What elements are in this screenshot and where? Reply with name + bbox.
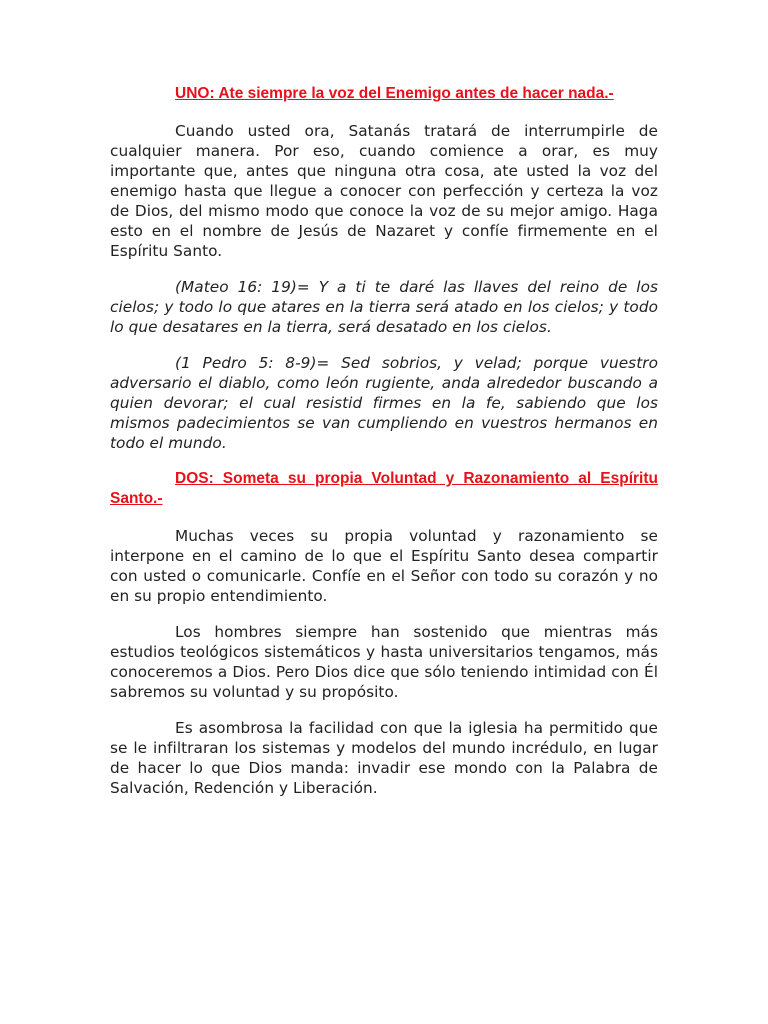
paragraph-uno-intro: Cuando usted ora, Satanás tratará de interrumpirle de cualquier manera. Por eso, cuando comience a orar, es muy importante que, antes que ninguna otra cosa, ate usted la voz del enemigo hasta que llegue a conocer con perfección y certeza la voz de Dios, del mismo modo que conoce la voz de su mejor amigo. Haga esto en el nombre de Jesús de Nazaret y confíe firmemente en el Espíritu Santo. xyxy=(110,122,658,260)
section-heading-uno: UNO: Ate siempre la voz del Enemigo antes de hacer nada.- xyxy=(175,85,614,102)
section-heading-dos: DOS: Someta su propia Voluntad y Razonamiento al Espíritu Santo.- xyxy=(110,470,658,507)
document-page xyxy=(110,84,658,814)
paragraph-dos-hombres: Los hombres siempre han sostenido que mientras más estudios teológicos sistemáticos y hasta universitarios tengamos, más conoceremos a Dios. Pero Dios dice que sólo teniendo intimidad con Él sabremos su voluntad y su propósito. xyxy=(110,623,658,701)
verse-pedro: (1 Pedro 5: 8-9)= Sed sobrios, y velad; porque vuestro adversario el diablo, como león rugiente, anda alrededor buscando a quien devorar; el cual resistid firmes en la fe, sabiendo que los mismos padecimientos se van cumpliendo en vuestros hermanos en todo el mundo. xyxy=(110,354,658,452)
verse-mateo: (Mateo 16: 19)= Y a ti te daré las llaves del reino de los cielos; y todo lo que atares en la tierra será atado en los cielos; y todo lo que desatares en la tierra, será desatado en los cielos. xyxy=(110,278,658,336)
paragraph-dos-iglesia: Es asombrosa la facilidad con que la iglesia ha permitido que se le infiltraran los sistemas y modelos del mundo incrédulo, en lugar de hacer lo que Dios manda: invadir ese mondo con la Palabra de Salvación, Redención y Liberación. xyxy=(110,719,658,797)
paragraph-dos-voluntad: Muchas veces su propia voluntad y razonamiento se interpone en el camino de lo que el Espíritu Santo desea compartir con usted o comunicarle. Confíe en el Señor con todo su corazón y no en su propio entendimiento. xyxy=(110,527,658,605)
